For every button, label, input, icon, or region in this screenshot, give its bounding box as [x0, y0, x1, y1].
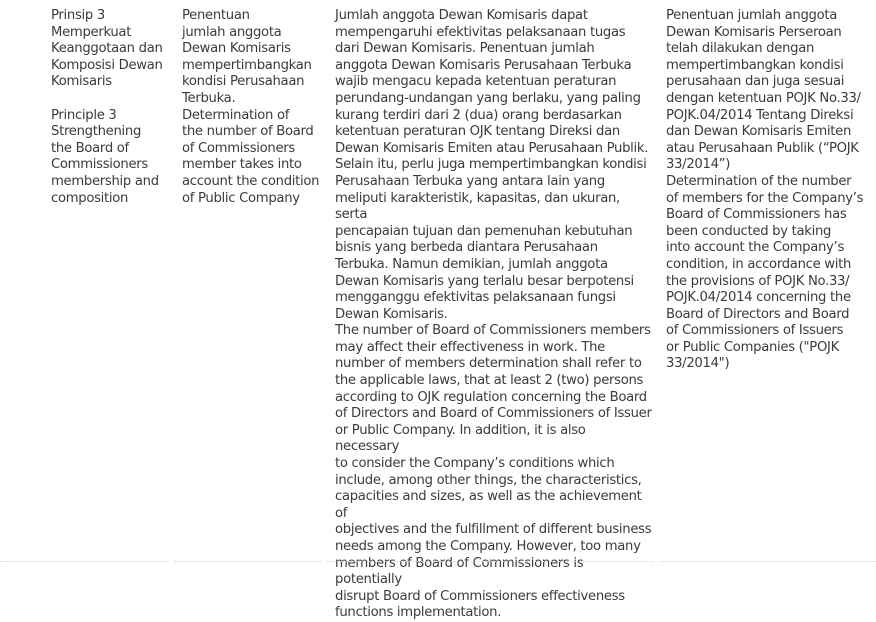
row-divider [659, 561, 876, 562]
explanation-cell [335, 8, 653, 622]
row-divider [327, 561, 654, 562]
recommendation-text-id: Penentuan jumlah anggota Dewan Komisaris mempertimbangkan kondisi Perusahaan Terbuka. [182, 8, 312, 106]
explanation-text-en: The number of Board of Commissioners members may affect their effectiveness in work. The number of members determination shall refer to the applicable laws, that at least 2 (two) persons according to OJK regulation concerning the Board of Directors and Board of Commissioners of Issuer or Public Company. In addition, it is also necessary to consider the Company’s conditions which include, among other things, the characteristics, capacities and sizes, as well as the achievement of objectives and the fulfillment of different business needs among the Company. However, too many members of Board of Commissioners is potentially disrupt Board of Commissioners effectiveness functions implementation. [335, 323, 652, 621]
principle-text-en: Principle 3 Strengthening the Board of Commissioners membership and composition [51, 107, 159, 206]
implementation-text-en: Determination of the number of members for the Company’s Board of Commissioners has been conducted by taking into account the Company’s condition, in accordance with the provisions of POJK No.33/ POJK.04/2014 concerning the Board of Directors and Board of Commissioners of Issuers or Public Companies ("POJK 33/2014") [666, 173, 864, 372]
row-divider [174, 561, 322, 562]
recommendation-text-en: Determination of the number of Board of Commissioners member takes into account the condition of Public Company [182, 107, 320, 206]
implementation-text-id: Penentuan jumlah anggota Dewan Komisaris Perseroan telah dilakukan dengan mempertimbangkan kondisi perusahaan dan juga sesuai dengan ketentuan POJK No.33/ POJK.04/2014 Tentang Direksi dan Dewan Komisaris Emiten atau Perusahaan Publik (“POJK 33/2014”) [666, 8, 861, 173]
implementation-cell [666, 8, 871, 373]
explanation-text-id: Jumlah anggota Dewan Komisaris dapat mempengaruhi efektivitas pelaksanaan tugas dari Dewan Komisaris. Penentuan jumlah anggota Dewan Komisaris Perusahaan Terbuka wajib mengacu kepada ketentuan peraturan perundang-undangan yang berlaku, yang paling kurang terdiri dari 2 (dua) orang berdasarkan ketentuan peraturan OJK tentang Direksi dan Dewan Komisaris Emiten atau Perusahaan Publik. Selain itu, perlu juga mempertimbangkan kondisi Perusahaan Terbuka yang antara lain yang meliputi karakteristik, kapasitas, dan ukuran, serta pencapaian tujuan dan pemenuhan kebutuhan bisnis yang berbeda diantara Perusahaan Terbuka. Namun demikian, jumlah anggota Dewan Komisaris yang terlalu besar berpotensi mengganggu efektivitas pelaksanaan fungsi Dewan Komisaris. [335, 8, 649, 322]
row-divider [0, 561, 168, 562]
recommendation-cell [182, 8, 322, 207]
principle-text-id: Prinsip 3 Memperkuat Keanggotaan dan Komposisi Dewan Komisaris [51, 8, 163, 90]
spacer [51, 91, 169, 108]
principle-cell [51, 8, 169, 207]
